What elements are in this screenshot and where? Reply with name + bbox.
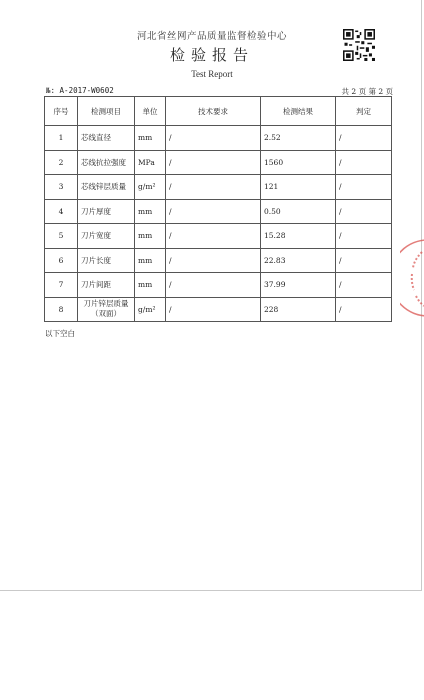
report-title: 检验报告 (169, 46, 254, 64)
header-item: 检测项目 (78, 97, 135, 126)
cell-judgement: / (336, 126, 392, 151)
cell-item-multiline (78, 297, 135, 322)
table-row (45, 273, 392, 298)
table-row (45, 126, 392, 151)
cell-no: 6 (45, 248, 78, 273)
cell-item: 刀片长度 (78, 248, 135, 273)
cell-unit: g/m² (135, 175, 166, 200)
report-subtitle: Test Report (191, 69, 233, 79)
cell-judgement: / (336, 150, 392, 175)
cell-unit: mm (135, 248, 166, 273)
cell-result: 1560 (261, 150, 336, 175)
table-row (45, 150, 392, 175)
table-row (45, 297, 392, 322)
cell-unit: mm (135, 126, 166, 151)
cell-item: 芯线锌层质量 (78, 175, 135, 200)
cell-unit: mm (135, 224, 166, 249)
cell-judgement: / (336, 224, 392, 249)
cell-item: 刀片间距 (78, 273, 135, 298)
cell-no: 5 (45, 224, 78, 249)
cell-requirement: / (166, 273, 261, 298)
cell-judgement: / (336, 248, 392, 273)
cell-no: 2 (45, 150, 78, 175)
cell-result: 228 (261, 297, 336, 322)
cell-no: 1 (45, 126, 78, 151)
cell-result: 22.83 (261, 248, 336, 273)
cell-item: 芯线直径 (78, 126, 135, 151)
page-info: 共 2 页 第 2 页 (341, 87, 393, 96)
cell-no: 3 (45, 175, 78, 200)
header-no: 序号 (45, 97, 78, 126)
header-result: 检测结果 (261, 97, 336, 126)
cell-judgement: / (336, 199, 392, 224)
org-name: 河北省丝网产品质量监督检验中心 (136, 31, 287, 42)
cell-item: 刀片锌层质量 (83, 299, 129, 309)
cell-unit: mm (135, 199, 166, 224)
table-row (45, 199, 392, 224)
results-table (44, 96, 392, 322)
header-requirement: 技术要求 (166, 97, 261, 126)
cell-judgement: / (336, 273, 392, 298)
qr-code-icon (343, 29, 375, 61)
cell-requirement: / (166, 248, 261, 273)
cell-no: 8 (45, 297, 78, 322)
seal-stamp-icon (400, 238, 424, 318)
cell-no: 7 (45, 273, 78, 298)
cell-result: 121 (261, 175, 336, 200)
cell-result: 15.28 (261, 224, 336, 249)
cell-result: 0.50 (261, 199, 336, 224)
cell-requirement: / (166, 224, 261, 249)
cell-requirement: / (166, 126, 261, 151)
report-number: №: A-2017-W0602 (46, 86, 114, 95)
cell-no: 4 (45, 199, 78, 224)
cell-item: 芯线抗拉强度 (78, 150, 135, 175)
table-row (45, 224, 392, 249)
cell-unit: MPa (135, 150, 166, 175)
cell-unit: mm (135, 273, 166, 298)
cell-requirement: / (166, 199, 261, 224)
header-unit: 单位 (135, 97, 166, 126)
cell-requirement: / (166, 175, 261, 200)
table-row (45, 248, 392, 273)
cell-unit: g/m² (135, 297, 166, 322)
cell-requirement: / (166, 297, 261, 322)
table-header-row (45, 97, 392, 126)
cell-judgement: / (336, 297, 392, 322)
cell-item: 刀片厚度 (78, 199, 135, 224)
table-row (45, 175, 392, 200)
cell-judgement: / (336, 175, 392, 200)
cell-item: 刀片宽度 (78, 224, 135, 249)
cell-result: 37.99 (261, 273, 336, 298)
header-judgement: 判定 (336, 97, 392, 126)
cell-result: 2.52 (261, 126, 336, 151)
cell-item-note: （双面） (91, 309, 121, 319)
cell-requirement: / (166, 150, 261, 175)
blank-below-note: 以下空白 (45, 329, 75, 338)
